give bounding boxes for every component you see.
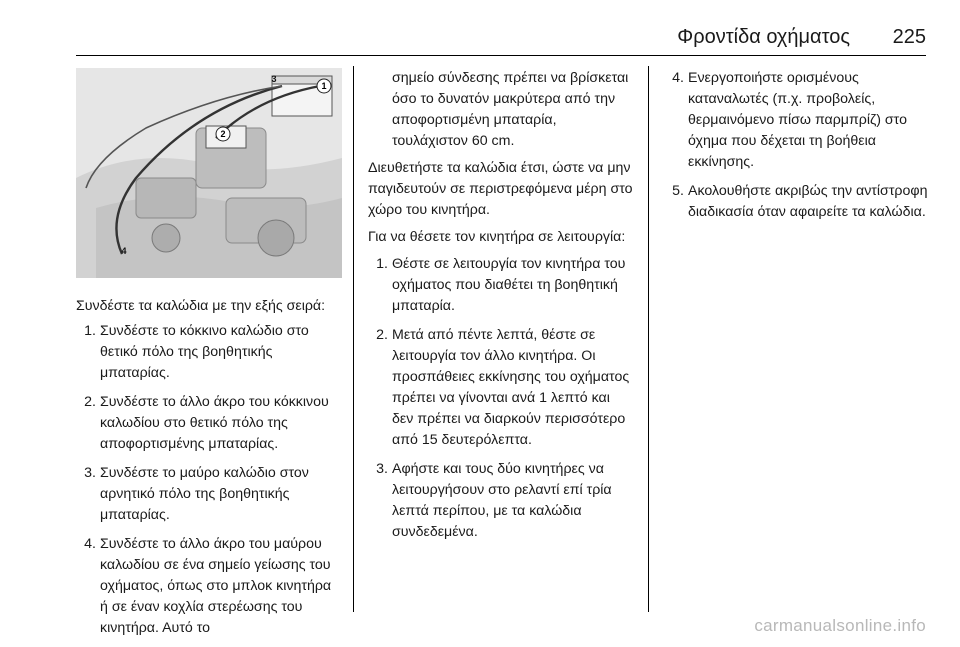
list-item: 5. Ακολουθήστε ακριβώς την αντίστροφη διαδικασία όταν αφαιρείτε τα καλώδια. [672, 183, 928, 220]
list-item: 1. Θέστε σε λειτουργία τον κινητήρα του οχήματος που διαθέτει τη βοηθητική μπαταρία. [376, 256, 626, 314]
callout-2: 2 [220, 129, 226, 139]
list-item: 3. Αφήστε και τους δύο κινητήρες να λειτουργήσουν στο ρελαντί επί τρία λεπτά περίπου, με τα καλώδια συνδεδεμένα. [376, 461, 612, 540]
connection-steps [76, 321, 342, 639]
watermark: carmanualsonline.info [754, 616, 926, 635]
paragraph: Διευθετήστε τα καλώδια έτσι, ώστε να μην παγιδευτούν σε περιστρεφόμενα μέρη στο χώρο του κινητήρα. [368, 160, 633, 218]
list-item: 4. Συνδέστε το άλλο άκρο του μαύρου καλωδίου σε ένα σημείο γείωσης του οχήματος, όπως στο μπλοκ κινητήρα ή σε έναν κοχλία στερέωσης του κινητήρα. Αυτό το [84, 536, 332, 636]
start-steps [368, 254, 634, 543]
section-title: Φροντίδα οχήματος [677, 26, 850, 48]
column-divider-2 [648, 66, 649, 612]
column-1 [76, 68, 342, 647]
final-steps [664, 68, 930, 223]
continuation-text: σημείο σύνδεσης πρέπει να βρίσκεται όσο το δυνατόν μακρύτερα από την αποφορτισμένη μπαταρία, τουλάχιστον 60 cm. [392, 70, 629, 149]
column-2 [368, 68, 634, 551]
list-item: 2. Συνδέστε το άλλο άκρο του κόκκινου καλωδίου στο θετικό πόλο της αποφορτισμένης μπαταρίας. [84, 394, 329, 452]
column-divider-1 [353, 66, 354, 612]
callout-1: 1 [321, 81, 327, 91]
list-item: 1. Συνδέστε το κόκκινο καλώδιο στο θετικό πόλο της βοηθητικής μπαταρίας. [84, 323, 309, 381]
engine-bay-drawing [76, 68, 342, 278]
page-header [0, 0, 960, 56]
header-rule [76, 55, 926, 56]
callout-4: 4 [121, 246, 127, 256]
intro-text: Συνδέστε τα καλώδια με την εξής σειρά: [76, 298, 326, 314]
callout-3: 3 [271, 74, 277, 84]
page-number: 225 [892, 26, 926, 48]
column-3 [664, 68, 930, 231]
paragraph: Για να θέσετε τον κινητήρα σε λειτουργία: [368, 229, 626, 245]
list-item: 2. Μετά από πέντε λεπτά, θέστε σε λειτουργία τον άλλο κινητήρα. Οι προσπάθειες εκκίνησης του οχήματος πρέπει να γίνονται ανά 1 λεπτό και δεν πρέπει να διαρκούν περισσότερο από 15 δευτερόλεπτα. [376, 327, 630, 448]
list-item: 4. Ενεργοποιήστε ορισμένους καταναλωτές (π.χ. προβολείς, θερμαινόμενο πίσω παρμπρίζ) στο όχημα που δέχεται τη βοήθεια εκκίνησης. [672, 70, 907, 170]
jump-start-illustration [76, 68, 342, 278]
list-item: 3. Συνδέστε το μαύρο καλώδιο στον αρνητικό πόλο της βοηθητικής μπαταρίας. [84, 465, 309, 523]
